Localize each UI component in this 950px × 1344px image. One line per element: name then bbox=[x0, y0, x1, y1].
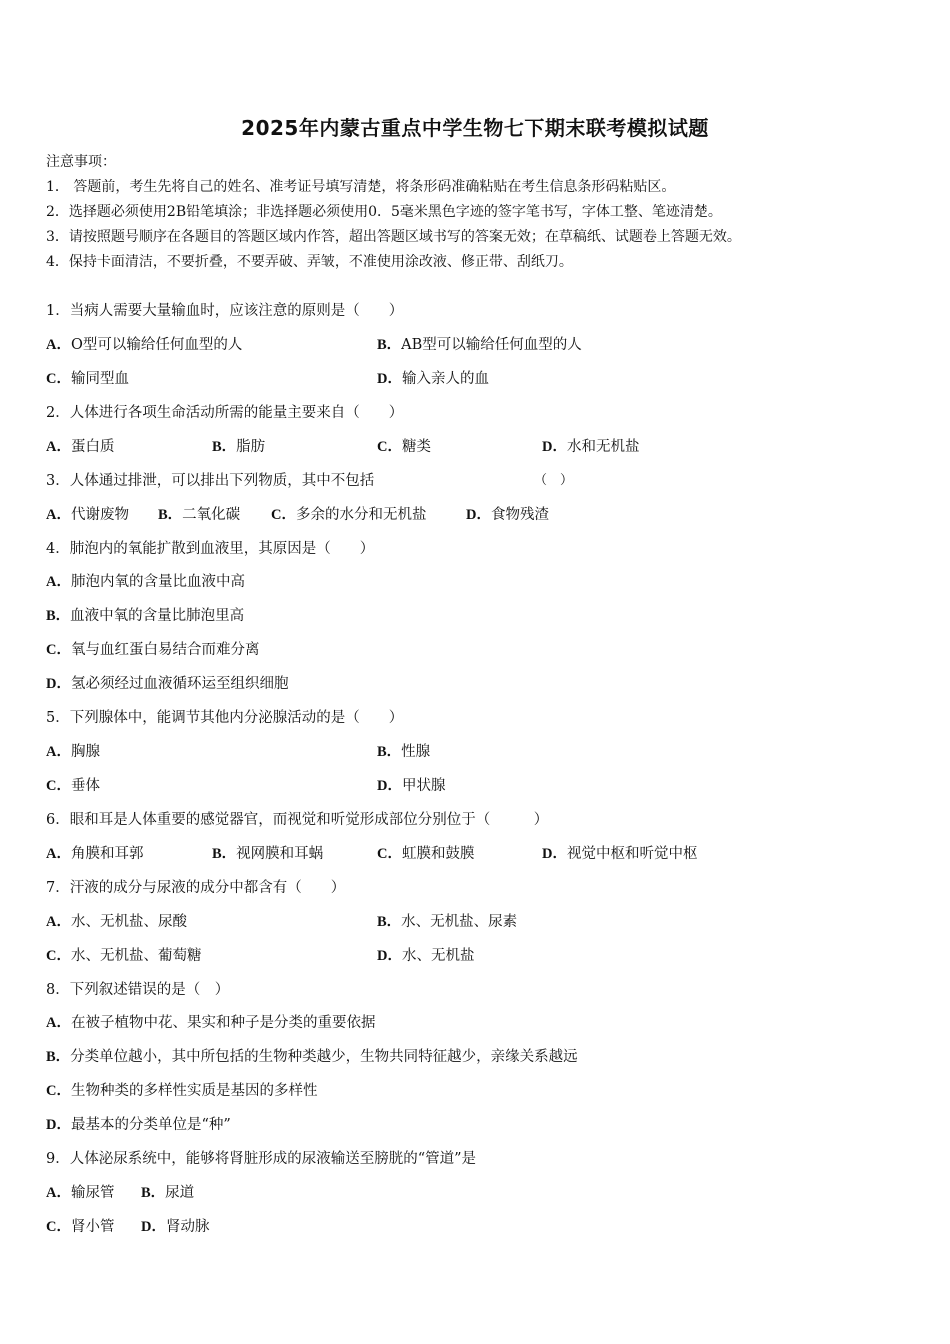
option bbox=[46, 947, 201, 965]
option bbox=[377, 913, 517, 931]
question-stem: 9．人体泌尿系统中，能够将肾脏形成的尿液输送至膀胱的“管道”是 bbox=[46, 1151, 477, 1167]
option bbox=[46, 1048, 578, 1066]
option-text: 肺泡内氧的含量比血液中高 bbox=[70, 574, 245, 590]
option bbox=[46, 913, 187, 931]
option-label: D． bbox=[542, 439, 567, 455]
option-text: 糖类 bbox=[401, 439, 431, 455]
option bbox=[46, 641, 259, 659]
option-text: 垂体 bbox=[70, 778, 100, 794]
option bbox=[46, 573, 245, 591]
option-text: 性腺 bbox=[401, 744, 431, 760]
option-label: C． bbox=[377, 439, 402, 455]
option-label: D． bbox=[46, 676, 71, 692]
option-text: 水和无机盐 bbox=[566, 439, 640, 455]
option-label: C． bbox=[46, 642, 71, 658]
option-text: 胸腺 bbox=[70, 744, 100, 760]
notice-item: 2．选择题必须使用2B铅笔填涂；非选择题必须使用0．5毫米黑色字迹的签字笔书写，字体工整、笔迹清楚。 bbox=[46, 204, 722, 220]
option bbox=[141, 1184, 194, 1202]
option bbox=[377, 777, 445, 795]
question-stem: 5．下列腺体中，能调节其他内分泌腺活动的是（ ） bbox=[46, 710, 404, 726]
answer-paren: （ ） bbox=[534, 473, 574, 488]
option bbox=[46, 370, 129, 388]
option-label: A． bbox=[46, 439, 71, 455]
option-text: 脂肪 bbox=[236, 439, 266, 455]
option-text: 肾小管 bbox=[70, 1219, 115, 1235]
option-label: A． bbox=[46, 914, 71, 930]
option bbox=[377, 336, 582, 354]
question-stem: 4．肺泡内的氧能扩散到血液里，其原因是（ ） bbox=[46, 541, 375, 557]
option-text: 水、无机盐 bbox=[401, 948, 475, 964]
option bbox=[542, 438, 639, 456]
option-text: 食物残渣 bbox=[490, 507, 549, 523]
option-text: 分类单位越小，其中所包括的生物种类越少，生物共同特征越少，亲缘关系越远 bbox=[70, 1049, 578, 1065]
option-text: 水、无机盐、尿酸 bbox=[70, 914, 187, 930]
option-label: A． bbox=[46, 744, 71, 760]
option-label: A． bbox=[46, 846, 71, 862]
option-label: D． bbox=[46, 1117, 71, 1133]
option-label: A． bbox=[46, 1185, 71, 1201]
option bbox=[46, 438, 114, 456]
question-stem: 6．眼和耳是人体重要的感觉器官，而视觉和听觉形成部位分别位于（ ） bbox=[46, 812, 549, 828]
option-label: A． bbox=[46, 507, 71, 523]
option-text: O型可以输给任何血型的人 bbox=[70, 337, 243, 353]
option bbox=[377, 370, 489, 388]
option-label: C． bbox=[46, 1083, 71, 1099]
option-text: 虹膜和鼓膜 bbox=[401, 846, 475, 862]
option bbox=[46, 777, 100, 795]
option-label: D． bbox=[377, 778, 402, 794]
notice-item: 4．保持卡面清洁，不要折叠，不要弄破、弄皱，不准使用涂改液、修正带、刮纸刀。 bbox=[46, 254, 573, 270]
option-text: 视网膜和耳蜗 bbox=[236, 846, 324, 862]
option bbox=[466, 506, 549, 524]
option bbox=[158, 506, 240, 524]
option-text: 氢必须经过血液循环运至组织细胞 bbox=[70, 676, 289, 692]
option-text: 角膜和耳郭 bbox=[70, 846, 144, 862]
question-stem: 3．人体通过排泄，可以排出下列物质，其中不包括 bbox=[46, 473, 375, 489]
option bbox=[212, 438, 265, 456]
option bbox=[377, 438, 431, 456]
option bbox=[46, 1184, 114, 1202]
option-text: 输尿管 bbox=[70, 1185, 115, 1201]
option bbox=[141, 1218, 209, 1236]
option bbox=[212, 845, 323, 863]
option-label: B． bbox=[377, 337, 402, 353]
option-label: D． bbox=[377, 371, 402, 387]
option bbox=[377, 743, 430, 761]
option bbox=[46, 743, 100, 761]
option-text: 代谢废物 bbox=[70, 507, 129, 523]
option bbox=[46, 1116, 231, 1134]
option-text: 在被子植物中花、果实和种子是分类的重要依据 bbox=[70, 1015, 376, 1031]
question-stem: 1．当病人需要大量输血时，应该注意的原则是（ ） bbox=[46, 303, 404, 319]
option-label: D． bbox=[141, 1219, 166, 1235]
option-label: C． bbox=[46, 371, 71, 387]
notice-item: 1． 答题前，考生先将自己的姓名、准考证号填写清楚，将条形码准确粘贴在考生信息条形码粘贴区。 bbox=[46, 179, 676, 195]
option bbox=[46, 845, 143, 863]
option-label: D． bbox=[542, 846, 567, 862]
option bbox=[271, 506, 426, 524]
option-text: 氧与血红蛋白易结合而难分离 bbox=[70, 642, 260, 658]
option-label: A． bbox=[46, 1015, 71, 1031]
option-text: AB型可以输给任何血型的人 bbox=[401, 337, 582, 353]
option-text: 二氧化碳 bbox=[182, 507, 241, 523]
option bbox=[46, 607, 244, 625]
question-stem: 2．人体进行各项生命活动所需的能量主要来自（ ） bbox=[46, 405, 404, 421]
question-stem: 7．汗液的成分与尿液的成分中都含有（ ） bbox=[46, 880, 346, 896]
option-label: C． bbox=[46, 1219, 71, 1235]
option bbox=[46, 1014, 375, 1032]
option-label: B． bbox=[377, 914, 402, 930]
option bbox=[46, 675, 288, 693]
option bbox=[377, 947, 474, 965]
question-stem: 8．下列叙述错误的是（ ） bbox=[46, 982, 230, 998]
option bbox=[46, 506, 129, 524]
option-text: 输入亲人的血 bbox=[401, 371, 489, 387]
option-label: B． bbox=[141, 1185, 166, 1201]
option-label: A． bbox=[46, 337, 71, 353]
option-label: B． bbox=[158, 507, 183, 523]
option-text: 生物种类的多样性实质是基因的多样性 bbox=[70, 1083, 318, 1099]
option-text: 输同型血 bbox=[70, 371, 129, 387]
option bbox=[542, 845, 697, 863]
option-text: 水、无机盐、尿素 bbox=[401, 914, 518, 930]
option-text: 肾动脉 bbox=[165, 1219, 210, 1235]
option-label: B． bbox=[212, 846, 237, 862]
option-text: 甲状腺 bbox=[401, 778, 446, 794]
option-label: B． bbox=[46, 1049, 71, 1065]
option-text: 尿道 bbox=[165, 1185, 195, 1201]
option-text: 多余的水分和无机盐 bbox=[295, 507, 427, 523]
option-label: C． bbox=[377, 846, 402, 862]
option-label: D． bbox=[377, 948, 402, 964]
notice-item: 3．请按照题号顺序在各题目的答题区域内作答，超出答题区域书写的答案无效；在草稿纸、试题卷上答题无效。 bbox=[46, 229, 741, 245]
option-label: C． bbox=[271, 507, 296, 523]
option-text: 血液中氧的含量比肺泡里高 bbox=[70, 608, 245, 624]
option bbox=[377, 845, 474, 863]
page-title: 2025年内蒙古重点中学生物七下期末联考模拟试题 bbox=[241, 116, 709, 140]
option-label: A． bbox=[46, 574, 71, 590]
option-text: 最基本的分类单位是“种” bbox=[70, 1117, 231, 1133]
option-label: B． bbox=[212, 439, 237, 455]
option bbox=[46, 1218, 114, 1236]
notice-heading: 注意事项： bbox=[46, 154, 116, 170]
option-label: D． bbox=[466, 507, 491, 523]
option-text: 视觉中枢和听觉中枢 bbox=[566, 846, 698, 862]
option-label: C． bbox=[46, 778, 71, 794]
option bbox=[46, 1082, 317, 1100]
option-label: B． bbox=[46, 608, 71, 624]
option-text: 蛋白质 bbox=[70, 439, 115, 455]
option bbox=[46, 336, 242, 354]
option-text: 水、无机盐、葡萄糖 bbox=[70, 948, 202, 964]
option-label: B． bbox=[377, 744, 402, 760]
option-label: C． bbox=[46, 948, 71, 964]
